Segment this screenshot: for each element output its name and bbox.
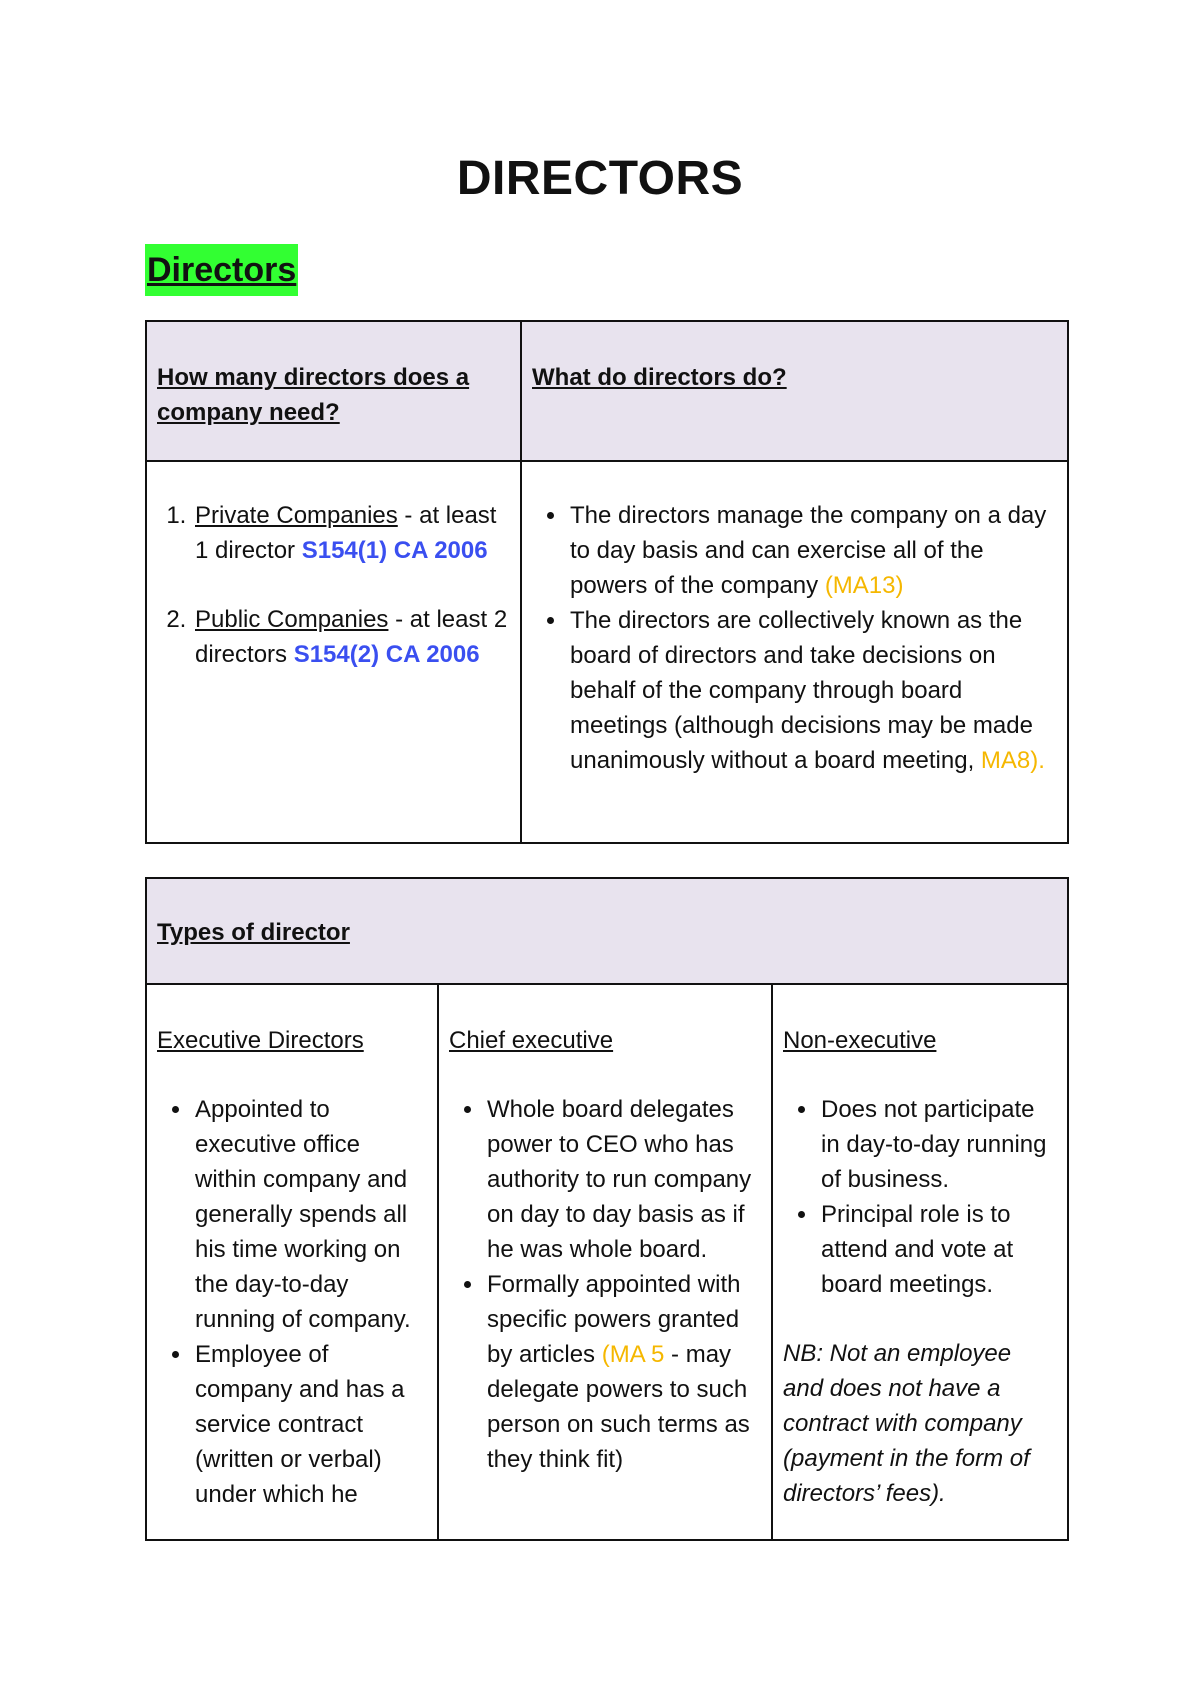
board-text: The directors are collectively known as the board of directors and take decisions on behalf of the company through board meetings (although decisions may be made unanimously without a board meeting,: [570, 607, 1033, 775]
executive-directors-title: Executive Directors: [157, 1027, 364, 1054]
section-heading-directors: Directors: [145, 244, 298, 296]
directors-count-cell: [146, 461, 521, 843]
private-companies-text: - at least 1 director: [195, 502, 497, 565]
list-item-private: [193, 498, 510, 568]
appointed-text: Formally appointed with specific powers granted by articles: [487, 1271, 741, 1369]
directors-role-cell: [521, 461, 1068, 843]
header-cell-how-many: [146, 321, 521, 461]
types-of-director-table: [145, 877, 1069, 1541]
list-item-board: [568, 603, 1057, 778]
list-item: [485, 1267, 761, 1477]
directors-count-list: [157, 498, 510, 672]
public-companies-text: - at least 2 directors: [195, 606, 508, 669]
header-cell-what-do: [521, 321, 1068, 461]
reference-s154-2: S154(2) CA 2006: [293, 641, 480, 669]
list-item: • Principal role is to attend and vote at board meetings.: [819, 1197, 1057, 1302]
list-item: • Appointed to executive office within company and generally spends all his time working on the day-to-day running of company.: [193, 1092, 427, 1337]
chief-executive-title: Chief executive: [449, 1027, 614, 1054]
chief-executive-list: [449, 1092, 761, 1477]
executive-directors-cell: [146, 984, 438, 1540]
reference-ma8: MA8).: [980, 747, 1045, 775]
chief-executive-cell: [438, 984, 772, 1540]
public-companies-label: Public Companies: [195, 606, 389, 634]
header-types-of-director: Types of director: [157, 919, 350, 946]
non-executive-cell: [772, 984, 1068, 1540]
reference-ma13: (MA13): [824, 572, 904, 600]
header-how-many-directors: How many directors does a company need?: [157, 364, 470, 427]
non-executive-title: Non-executive: [783, 1027, 937, 1054]
private-companies-label: Private Companies: [195, 502, 398, 529]
directors-role-list: [532, 498, 1057, 778]
list-item-public: [193, 602, 510, 672]
non-executive-list: [783, 1092, 1057, 1302]
list-item: • Whole board delegates power to CEO who has authority to run company on day to day basis as if he was whole board.: [485, 1092, 761, 1267]
directors-overview-table: [145, 320, 1069, 844]
header-what-directors-do: What do directors do?: [532, 364, 787, 391]
reference-ma5: (MA 5: [601, 1341, 665, 1369]
executive-directors-list: [157, 1092, 427, 1512]
manage-text: The directors manage the company on a day to day basis and can exercise all of the powers of the company: [570, 502, 1047, 600]
delegate-text: - may delegate powers to such person on such terms as they think fit): [487, 1341, 750, 1474]
reference-s154-1: S154(1) CA 2006: [301, 537, 488, 565]
list-item: • Employee of company and has a service contract (written or verbal) under which he: [193, 1337, 427, 1512]
non-executive-note: NB: Not an employee and does not have a contract with company (payment in the form of directors’ fees).: [783, 1340, 1030, 1508]
list-item-manage: [568, 498, 1057, 603]
header-cell-types: [146, 878, 1068, 984]
document-title: DIRECTORS: [456, 152, 744, 205]
list-item: • Does not participate in day-to-day running of business.: [819, 1092, 1057, 1197]
